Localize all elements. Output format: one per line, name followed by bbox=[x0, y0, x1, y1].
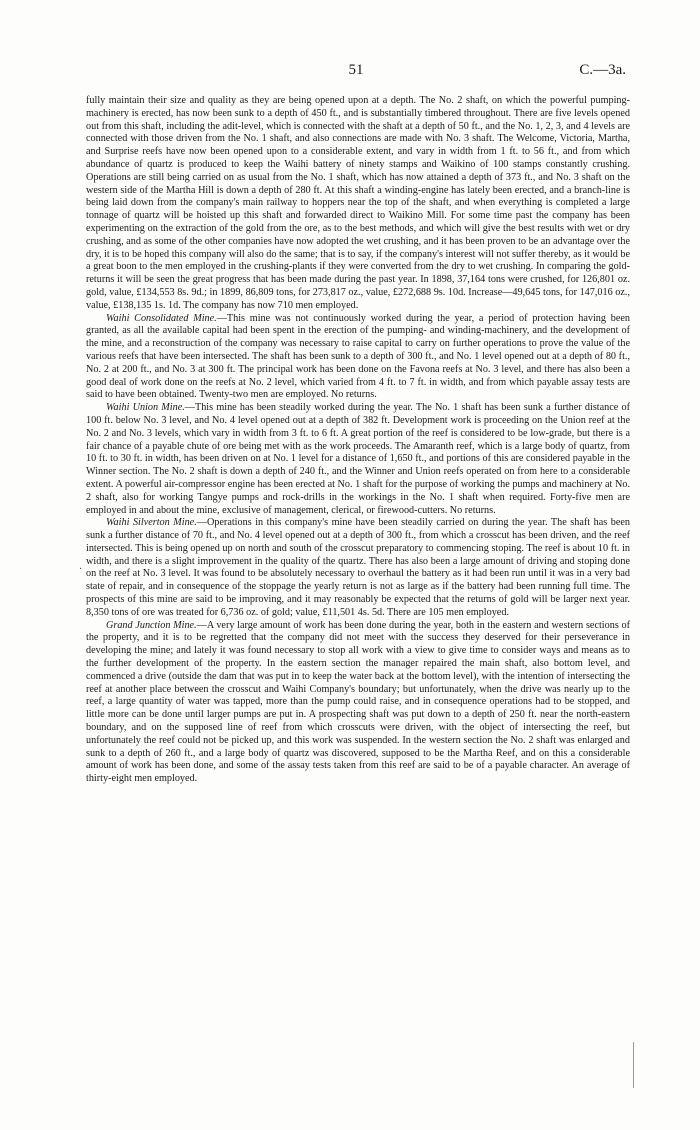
page-number: 51 bbox=[348, 62, 364, 78]
paragraph-waihi-silverton bbox=[86, 517, 630, 619]
mine-heading: Waihi Union Mine. bbox=[106, 402, 185, 414]
mine-heading: Waihi Consolidated Mine. bbox=[106, 312, 217, 324]
paragraph-waihi-union bbox=[86, 402, 630, 517]
mine-heading: Waihi Silverton Mine. bbox=[106, 517, 197, 529]
page-header bbox=[86, 62, 626, 82]
paragraph-grand-junction bbox=[86, 620, 630, 786]
paragraph-waihi-consolidated bbox=[86, 313, 630, 403]
paragraph-text: —Operations in this company's mine have been steadily carried on during the year. The shaft has been sunk a further distance of 70 ft., and No. 4 level opened out at a depth of 300 ft., from which a crosscut has been driven, and the reef intersected. This is being opened up on north and south of the crosscut preparatory to commencing stoping. The reef is about 10 ft. in width, and there is a slight improvement in the quality of the quartz. There has also been a large amount of driving and stoping done on the reef at No. 3 level. It was found to be absolutely necessary to overhaul the battery as it had been run until it was in a very bad state of repair, and in consequence of the stoppage the yearly return is not as large as if the battery had been running full time. The prospects of this mine are said to be improving, and it may reasonably be expected that the returns of gold will be larger next year. 8,350 tons of ore was treated for 6,736 oz. of gold; value, £11,501 4s. 5d. There are 105 men employed. bbox=[86, 517, 630, 618]
margin-dot-mark: · bbox=[79, 564, 83, 575]
page-edge-line bbox=[633, 1042, 634, 1088]
paragraph-text: —A very large amount of work has been done during the year, both in the eastern and western sections of the property, and it is to be regretted that the company did not meet with the success they deserved for their perseverance in developing the mine; and lately it was found necessary to stop all work with a view to give time to consider ways and means as to the further development of the property. In the eastern section the manager repaired the main shaft, also bottom level, and commenced a drive (outside the dam that was put in to keep the water back at the bottom level), with the intention of intersecting the reef at another place between the crosscut and Waihi Company's boundary; but unfortunately, when the drive was nearly up to the reef, a large quantity of water was tapped, more than the pump could raise, and in consequence operations had to be stopped, and little more can be done until larger pumps are put in. A prospecting shaft was put down to a depth of 250 ft. near the north-eastern boundary, and on the supposed line of reef from which crosscuts were driven, with the object of intersecting the reef, but unfortunately the reef could not be picked up, and this work was suspended. In the western section the No. 2 shaft was enlarged and sunk to a depth of 260 ft., and a large body of quartz was discovered, supposed to be the Martha Reef, and on this a considerable amount of work has been done, and some of the assay tests taken from this reef are said to be of a payable character. An average of thirty-eight men employed. bbox=[86, 619, 631, 785]
document-reference: C.—3a. bbox=[579, 62, 626, 78]
mine-heading: Grand Junction Mine. bbox=[106, 619, 197, 631]
paragraph-text: —This mine has been steadily worked during the year. The No. 1 shaft has been sunk a further distance of 100 ft. below No. 3 level, and No. 4 level opened out at a depth of 382 ft. Development work is proceeding on the Union reef at the No. 2 and No. 3 levels, which vary in width from 3 ft. to 6 ft. A great portion of the reef is considered to be low-grade, but there is a fair chance of a payable chute of ore being met with as the work proceeds. The Amaranth reef, which is a large body of quartz, from 10 ft. to 30 ft. in width, has been driven on at No. 1 level for a distance of 1,650 ft., and portions of this are considered payable in the Winner section. The No. 2 shaft is down a depth of 240 ft., and the Winner and Union reefs operated on from here to a considerable extent. A powerful air-compressor engine has been erected at No. 1 shaft for the purpose of working the pumps and machinery at No. 2 shaft, also for working Tangye pumps and rock-drills in the workings in the No. 1 shaft when required. Forty-five men are employed in and about the mine, exclusive of management, clerical, or firewood-cutters. No returns. bbox=[86, 402, 630, 516]
paragraph-text: —This mine was not continuously worked during the year, a period of protection having been granted, as all the available capital had been spent in the erection of the pumping- and winding-machinery, and the development of the mine, and a reconstruction of the company was necessary to raise capital to carry on further operations to prove the value of the various reefs that have been intersected. The shaft has been sunk to a depth of 300 ft., and No. 1 level opened out at a depth of 80 ft., No. 2 at 200 ft., and No. 3 at 300 ft. The principal work has been done on the Favona reefs at No. 3 level, and there has also been a good deal of work done on the reefs at No. 2 level, which varied from 4 ft. to 7 ft. in width, and from which payable assay tests are said to have been obtained. Twenty-two men are employed. No returns. bbox=[86, 312, 630, 401]
report-body bbox=[86, 95, 630, 786]
paragraph-text: fully maintain their size and quality as they are being opened upon at a depth. The No. 2 shaft, on which the powerful pumping-machinery is erected, has now been sunk to a depth of 450 ft., and is substantially timbered throughout. There are five levels opened out from this shaft, including the adit-level, which is connected with the shaft at a depth of 50 ft., and the No. 1, 2, 3, and 4 levels are connected with those driven from the No. 1 shaft, and also connections are made with No. 3 shaft. The Welcome, Victoria, Martha, and Surprise reefs have now been opened upon to a considerable extent, and vary in width from 1 ft. to 56 ft., and from which abundance of quartz is produced to keep the Waihi battery of ninety stamps and Waikino of 100 stamps constantly crushing. Operations are still being carried on as usual from the No. 1 shaft, which has now attained a depth of 373 ft., and No. 3 shaft on the western side of the Martha Hill is down a depth of 280 ft. At this shaft a winding-engine has lately been erected, and a branch-line is being laid down from the company's main railway to hoppers near the top of the shaft, and when everything is completed a large tonnage of quartz will be hoisted up this shaft and forwarded direct to Waikino Mill. For some time past the company has been experimenting on the extraction of the gold from the ore, as to the best methods, and which will give the best results with wet or dry crushing, and as some of the other companies have now adopted the wet crushing, and it has been proven to be an advantage over the dry, it is to be hoped this company will also do the same; that is to say, if the company's interest will not suffer thereby, as it would be a great boon to the men employed in the crushing-plants if they were converted from the dry to wet crushing. In comparing the gold-returns it will be seen the great progress that has been made during the past year. In 1898, 37,164 tons were crushed, for 126,801 oz. gold, value, £134,553 8s. 9d.; in 1899, 86,809 tons, for 273,817 oz., value, £272,688 9s. 10d. Increase—49,645 tons, for 147,016 oz., value, £138,135 1s. 1d. The company has now 710 men employed. bbox=[86, 95, 630, 311]
paragraph-waihi-continued bbox=[86, 95, 630, 313]
